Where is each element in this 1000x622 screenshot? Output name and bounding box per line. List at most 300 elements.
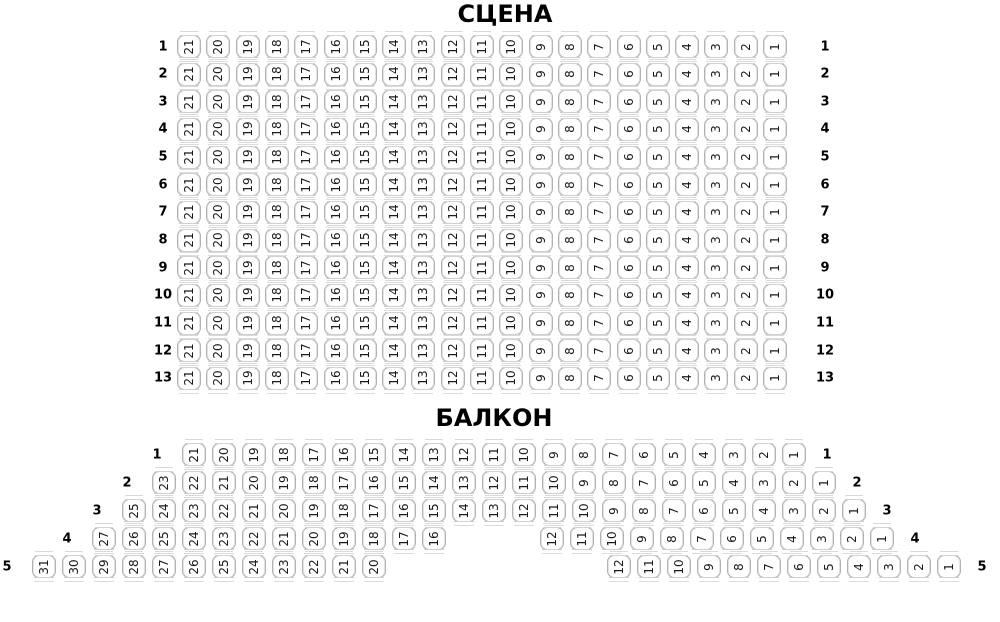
seat[interactable]	[617, 284, 641, 307]
seat[interactable]	[646, 312, 670, 335]
seat[interactable]	[353, 256, 377, 279]
seat[interactable]	[177, 284, 201, 307]
seat[interactable]	[734, 367, 758, 390]
seat[interactable]	[382, 367, 406, 390]
seat[interactable]	[470, 118, 494, 141]
seat[interactable]	[780, 527, 804, 550]
seat[interactable]	[470, 90, 494, 113]
seat[interactable]	[236, 90, 260, 113]
seat[interactable]	[470, 367, 494, 390]
seat[interactable]	[294, 90, 318, 113]
seat[interactable]	[482, 471, 506, 494]
seat[interactable]	[499, 90, 523, 113]
seat[interactable]	[587, 201, 611, 224]
seat[interactable]	[587, 90, 611, 113]
seat[interactable]	[542, 471, 566, 494]
seat[interactable]	[236, 63, 260, 86]
seat[interactable]	[697, 555, 721, 578]
seat[interactable]	[763, 367, 787, 390]
seat[interactable]	[324, 367, 348, 390]
seat[interactable]	[177, 118, 201, 141]
seat[interactable]	[662, 471, 686, 494]
seat[interactable]	[353, 201, 377, 224]
seat[interactable]	[763, 256, 787, 279]
seat[interactable]	[177, 256, 201, 279]
seat[interactable]	[294, 256, 318, 279]
seat[interactable]	[382, 35, 406, 58]
seat[interactable]	[302, 471, 326, 494]
seat[interactable]	[182, 555, 206, 578]
seat[interactable]	[242, 499, 266, 522]
seat[interactable]	[382, 284, 406, 307]
seat[interactable]	[782, 471, 806, 494]
seat[interactable]	[332, 443, 356, 466]
seat[interactable]	[675, 118, 699, 141]
seat[interactable]	[734, 90, 758, 113]
seat[interactable]	[392, 471, 416, 494]
seat[interactable]	[499, 339, 523, 362]
seat[interactable]	[558, 284, 582, 307]
seat[interactable]	[734, 339, 758, 362]
seat[interactable]	[529, 90, 553, 113]
seat[interactable]	[242, 443, 266, 466]
seat[interactable]	[617, 35, 641, 58]
seat[interactable]	[734, 312, 758, 335]
seat[interactable]	[411, 118, 435, 141]
seat[interactable]	[587, 367, 611, 390]
seat[interactable]	[675, 339, 699, 362]
seat[interactable]	[587, 173, 611, 196]
seat[interactable]	[637, 555, 661, 578]
seat[interactable]	[206, 63, 230, 86]
seat[interactable]	[206, 312, 230, 335]
seat[interactable]	[529, 201, 553, 224]
seat[interactable]	[675, 35, 699, 58]
seat[interactable]	[324, 229, 348, 252]
seat[interactable]	[842, 499, 866, 522]
seat[interactable]	[452, 499, 476, 522]
seat[interactable]	[617, 256, 641, 279]
seat[interactable]	[265, 63, 289, 86]
seat[interactable]	[392, 527, 416, 550]
seat[interactable]	[212, 471, 236, 494]
seat[interactable]	[617, 63, 641, 86]
seat[interactable]	[704, 90, 728, 113]
seat[interactable]	[236, 339, 260, 362]
seat[interactable]	[294, 367, 318, 390]
seat[interactable]	[206, 256, 230, 279]
seat[interactable]	[470, 229, 494, 252]
seat[interactable]	[236, 367, 260, 390]
seat[interactable]	[236, 284, 260, 307]
seat[interactable]	[734, 229, 758, 252]
seat[interactable]	[324, 256, 348, 279]
seat[interactable]	[499, 201, 523, 224]
seat[interactable]	[206, 284, 230, 307]
seat[interactable]	[600, 527, 624, 550]
seat[interactable]	[182, 499, 206, 522]
seat[interactable]	[242, 527, 266, 550]
seat[interactable]	[558, 63, 582, 86]
seat[interactable]	[294, 63, 318, 86]
seat[interactable]	[617, 367, 641, 390]
seat[interactable]	[324, 35, 348, 58]
seat[interactable]	[242, 471, 266, 494]
seat[interactable]	[810, 527, 834, 550]
seat[interactable]	[704, 284, 728, 307]
seat[interactable]	[499, 256, 523, 279]
seat[interactable]	[512, 443, 536, 466]
seat[interactable]	[607, 555, 631, 578]
seat[interactable]	[294, 284, 318, 307]
seat[interactable]	[362, 499, 386, 522]
seat[interactable]	[302, 527, 326, 550]
seat[interactable]	[470, 284, 494, 307]
seat[interactable]	[470, 146, 494, 169]
seat[interactable]	[704, 367, 728, 390]
seat[interactable]	[870, 527, 894, 550]
seat[interactable]	[542, 499, 566, 522]
seat[interactable]	[558, 312, 582, 335]
seat[interactable]	[382, 312, 406, 335]
seat[interactable]	[302, 555, 326, 578]
seat[interactable]	[470, 63, 494, 86]
seat[interactable]	[704, 63, 728, 86]
seat[interactable]	[324, 146, 348, 169]
seat[interactable]	[602, 499, 626, 522]
seat[interactable]	[302, 443, 326, 466]
seat[interactable]	[558, 339, 582, 362]
seat[interactable]	[382, 173, 406, 196]
seat[interactable]	[212, 499, 236, 522]
seat[interactable]	[722, 499, 746, 522]
seat[interactable]	[441, 35, 465, 58]
seat[interactable]	[542, 443, 566, 466]
seat[interactable]	[499, 118, 523, 141]
seat[interactable]	[362, 471, 386, 494]
seat[interactable]	[782, 443, 806, 466]
seat[interactable]	[422, 499, 446, 522]
seat[interactable]	[690, 527, 714, 550]
seat[interactable]	[646, 367, 670, 390]
seat[interactable]	[752, 443, 776, 466]
seat[interactable]	[236, 35, 260, 58]
seat[interactable]	[529, 367, 553, 390]
seat[interactable]	[540, 527, 564, 550]
seat[interactable]	[236, 312, 260, 335]
seat[interactable]	[441, 284, 465, 307]
seat[interactable]	[382, 201, 406, 224]
seat[interactable]	[206, 201, 230, 224]
seat[interactable]	[482, 443, 506, 466]
seat[interactable]	[660, 527, 684, 550]
seat[interactable]	[587, 35, 611, 58]
seat[interactable]	[265, 35, 289, 58]
seat[interactable]	[441, 256, 465, 279]
seat[interactable]	[353, 284, 377, 307]
seat[interactable]	[529, 146, 553, 169]
seat[interactable]	[411, 173, 435, 196]
seat[interactable]	[617, 146, 641, 169]
seat[interactable]	[265, 90, 289, 113]
seat[interactable]	[704, 118, 728, 141]
seat[interactable]	[353, 90, 377, 113]
seat[interactable]	[727, 555, 751, 578]
seat[interactable]	[152, 527, 176, 550]
seat[interactable]	[763, 35, 787, 58]
seat[interactable]	[353, 35, 377, 58]
seat[interactable]	[763, 63, 787, 86]
seat[interactable]	[362, 443, 386, 466]
seat[interactable]	[177, 229, 201, 252]
seat[interactable]	[206, 35, 230, 58]
seat[interactable]	[529, 284, 553, 307]
seat[interactable]	[617, 339, 641, 362]
seat[interactable]	[763, 201, 787, 224]
seat[interactable]	[558, 229, 582, 252]
seat[interactable]	[722, 443, 746, 466]
seat[interactable]	[411, 146, 435, 169]
seat[interactable]	[177, 367, 201, 390]
seat[interactable]	[782, 499, 806, 522]
seat[interactable]	[752, 499, 776, 522]
seat[interactable]	[499, 229, 523, 252]
seat[interactable]	[152, 555, 176, 578]
seat[interactable]	[512, 499, 536, 522]
seat[interactable]	[236, 118, 260, 141]
seat[interactable]	[32, 555, 56, 578]
seat[interactable]	[272, 471, 296, 494]
seat[interactable]	[294, 201, 318, 224]
seat[interactable]	[529, 339, 553, 362]
seat[interactable]	[382, 63, 406, 86]
seat[interactable]	[411, 63, 435, 86]
seat[interactable]	[763, 284, 787, 307]
seat[interactable]	[499, 173, 523, 196]
seat[interactable]	[558, 367, 582, 390]
seat[interactable]	[847, 555, 871, 578]
seat[interactable]	[570, 527, 594, 550]
seat[interactable]	[937, 555, 961, 578]
seat[interactable]	[763, 90, 787, 113]
seat[interactable]	[324, 201, 348, 224]
seat[interactable]	[529, 63, 553, 86]
seat[interactable]	[294, 339, 318, 362]
seat[interactable]	[92, 527, 116, 550]
seat[interactable]	[182, 443, 206, 466]
seat[interactable]	[441, 312, 465, 335]
seat[interactable]	[529, 312, 553, 335]
seat[interactable]	[675, 284, 699, 307]
seat[interactable]	[206, 118, 230, 141]
seat[interactable]	[704, 146, 728, 169]
seat[interactable]	[324, 118, 348, 141]
seat[interactable]	[704, 312, 728, 335]
seat[interactable]	[470, 312, 494, 335]
seat[interactable]	[632, 443, 656, 466]
seat[interactable]	[734, 201, 758, 224]
seat[interactable]	[812, 471, 836, 494]
seat[interactable]	[646, 284, 670, 307]
seat[interactable]	[558, 201, 582, 224]
seat[interactable]	[206, 90, 230, 113]
seat[interactable]	[177, 339, 201, 362]
seat[interactable]	[411, 90, 435, 113]
seat[interactable]	[617, 118, 641, 141]
seat[interactable]	[422, 471, 446, 494]
seat[interactable]	[294, 229, 318, 252]
seat[interactable]	[353, 63, 377, 86]
seat[interactable]	[236, 173, 260, 196]
seat[interactable]	[704, 256, 728, 279]
seat[interactable]	[763, 146, 787, 169]
seat[interactable]	[302, 499, 326, 522]
seat[interactable]	[392, 443, 416, 466]
seat[interactable]	[294, 173, 318, 196]
seat[interactable]	[529, 35, 553, 58]
seat[interactable]	[572, 443, 596, 466]
seat[interactable]	[392, 499, 416, 522]
seat[interactable]	[470, 35, 494, 58]
seat[interactable]	[558, 173, 582, 196]
seat[interactable]	[411, 35, 435, 58]
seat[interactable]	[572, 471, 596, 494]
seat[interactable]	[675, 229, 699, 252]
seat[interactable]	[499, 35, 523, 58]
seat[interactable]	[646, 229, 670, 252]
seat[interactable]	[92, 555, 116, 578]
seat[interactable]	[558, 118, 582, 141]
seat[interactable]	[353, 146, 377, 169]
seat[interactable]	[265, 229, 289, 252]
seat[interactable]	[617, 201, 641, 224]
seat[interactable]	[587, 118, 611, 141]
seat[interactable]	[382, 118, 406, 141]
seat[interactable]	[558, 90, 582, 113]
seat[interactable]	[470, 201, 494, 224]
seat[interactable]	[212, 527, 236, 550]
seat[interactable]	[265, 256, 289, 279]
seat[interactable]	[646, 339, 670, 362]
seat[interactable]	[529, 229, 553, 252]
seat[interactable]	[177, 201, 201, 224]
seat[interactable]	[294, 35, 318, 58]
seat[interactable]	[675, 367, 699, 390]
seat[interactable]	[324, 339, 348, 362]
seat[interactable]	[692, 499, 716, 522]
seat[interactable]	[617, 312, 641, 335]
seat[interactable]	[236, 201, 260, 224]
seat[interactable]	[452, 443, 476, 466]
seat[interactable]	[499, 367, 523, 390]
seat[interactable]	[675, 173, 699, 196]
seat[interactable]	[411, 284, 435, 307]
seat[interactable]	[763, 118, 787, 141]
seat[interactable]	[662, 443, 686, 466]
seat[interactable]	[206, 367, 230, 390]
seat[interactable]	[236, 146, 260, 169]
seat[interactable]	[667, 555, 691, 578]
seat[interactable]	[704, 35, 728, 58]
seat[interactable]	[704, 229, 728, 252]
seat[interactable]	[587, 229, 611, 252]
seat[interactable]	[587, 63, 611, 86]
seat[interactable]	[441, 146, 465, 169]
seat[interactable]	[720, 527, 744, 550]
seat[interactable]	[734, 256, 758, 279]
seat[interactable]	[332, 555, 356, 578]
seat[interactable]	[675, 90, 699, 113]
seat[interactable]	[422, 443, 446, 466]
seat[interactable]	[812, 499, 836, 522]
seat[interactable]	[441, 63, 465, 86]
seat[interactable]	[750, 527, 774, 550]
seat[interactable]	[675, 63, 699, 86]
seat[interactable]	[722, 471, 746, 494]
seat[interactable]	[324, 312, 348, 335]
seat[interactable]	[332, 527, 356, 550]
seat[interactable]	[324, 90, 348, 113]
seat[interactable]	[265, 173, 289, 196]
seat[interactable]	[734, 146, 758, 169]
seat[interactable]	[441, 229, 465, 252]
seat[interactable]	[382, 90, 406, 113]
seat[interactable]	[177, 35, 201, 58]
seat[interactable]	[177, 63, 201, 86]
seat[interactable]	[602, 471, 626, 494]
seat[interactable]	[265, 367, 289, 390]
seat[interactable]	[62, 555, 86, 578]
seat[interactable]	[177, 312, 201, 335]
seat[interactable]	[675, 256, 699, 279]
seat[interactable]	[763, 229, 787, 252]
seat[interactable]	[272, 555, 296, 578]
seat[interactable]	[675, 312, 699, 335]
seat[interactable]	[617, 173, 641, 196]
seat[interactable]	[734, 118, 758, 141]
seat[interactable]	[907, 555, 931, 578]
seat[interactable]	[332, 471, 356, 494]
seat[interactable]	[763, 312, 787, 335]
seat[interactable]	[499, 284, 523, 307]
seat[interactable]	[763, 339, 787, 362]
seat[interactable]	[206, 146, 230, 169]
seat[interactable]	[122, 555, 146, 578]
seat[interactable]	[734, 284, 758, 307]
seat[interactable]	[411, 229, 435, 252]
seat[interactable]	[212, 443, 236, 466]
seat[interactable]	[411, 367, 435, 390]
seat[interactable]	[441, 201, 465, 224]
seat[interactable]	[587, 339, 611, 362]
seat[interactable]	[122, 527, 146, 550]
seat[interactable]	[452, 471, 476, 494]
seat[interactable]	[692, 443, 716, 466]
seat[interactable]	[236, 229, 260, 252]
seat[interactable]	[840, 527, 864, 550]
seat[interactable]	[353, 339, 377, 362]
seat[interactable]	[122, 499, 146, 522]
seat[interactable]	[646, 201, 670, 224]
seat[interactable]	[646, 35, 670, 58]
seat[interactable]	[572, 499, 596, 522]
seat[interactable]	[787, 555, 811, 578]
seat[interactable]	[382, 256, 406, 279]
seat[interactable]	[324, 63, 348, 86]
seat[interactable]	[704, 201, 728, 224]
seat[interactable]	[242, 555, 266, 578]
seat[interactable]	[362, 555, 386, 578]
